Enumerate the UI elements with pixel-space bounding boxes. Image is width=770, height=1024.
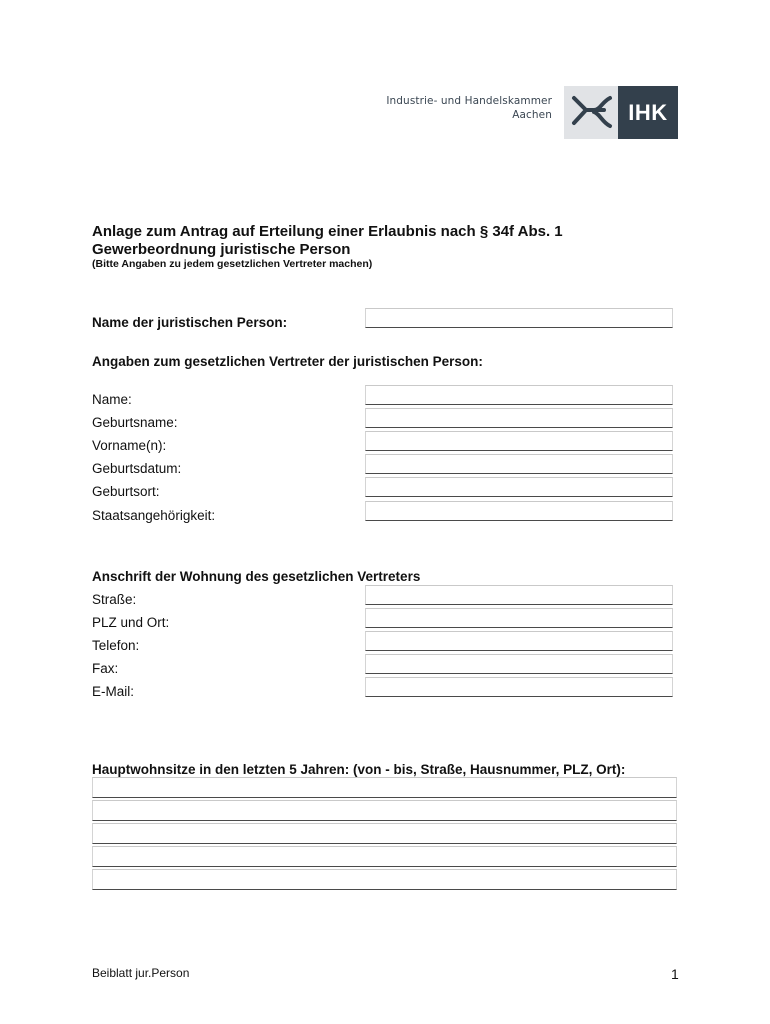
rep-nationality-label: Staatsangehörigkeit: — [92, 508, 216, 523]
rep-birthname-field[interactable] — [365, 408, 673, 428]
ihk-logo — [618, 86, 678, 139]
rep-birthplace-label: Geburtsort: — [92, 484, 160, 499]
rep-name-field[interactable] — [365, 385, 673, 405]
address-street-field[interactable] — [365, 585, 673, 605]
entity-name-field[interactable] — [365, 308, 673, 328]
address-email-field[interactable] — [365, 677, 673, 697]
ihk-logo-mark-icon — [564, 86, 618, 139]
residence-row-4[interactable] — [92, 846, 677, 867]
rep-birthdate-label: Geburtsdatum: — [92, 461, 182, 476]
footer-label: Beiblatt jur.Person — [92, 966, 190, 980]
residence-row-2[interactable] — [92, 800, 677, 821]
address-email-label: E-Mail: — [92, 684, 135, 699]
residence-row-5[interactable] — [92, 869, 677, 890]
address-zip-city-label: PLZ und Ort: — [92, 615, 170, 630]
organization-name-line1: Industrie- und Handelskammer — [386, 95, 552, 107]
rep-nationality-field[interactable] — [365, 501, 673, 521]
residences-heading: Hauptwohnsitze in den letzten 5 Jahren: (von - bis, Straße, Hausnummer, PLZ, Ort): — [92, 762, 626, 777]
entity-name-label: Name der juristischen Person: — [92, 315, 288, 330]
document-title: Anlage zum Antrag auf Erteilung einer Erlaubnis nach § 34f Abs. 1 Gewerbeordnung juristische Person — [92, 223, 563, 258]
address-phone-field[interactable] — [365, 631, 673, 651]
address-fax-label: Fax: — [92, 661, 119, 676]
address-phone-label: Telefon: — [92, 638, 140, 653]
rep-birthdate-field[interactable] — [365, 454, 673, 474]
organization-name — [386, 94, 552, 122]
residence-row-1[interactable] — [92, 777, 677, 798]
ihk-logo-text: IHK — [628, 99, 668, 125]
rep-firstname-label: Vorname(n): — [92, 438, 167, 453]
address-fax-field[interactable] — [365, 654, 673, 674]
address-heading: Anschrift der Wohnung des gesetzlichen Vertreters — [92, 569, 421, 584]
rep-firstname-field[interactable] — [365, 431, 673, 451]
residence-row-3[interactable] — [92, 823, 677, 844]
document-subtitle: (Bitte Angaben zu jedem gesetzlichen Vertreter machen) — [92, 258, 373, 270]
rep-name-label: Name: — [92, 392, 132, 407]
rep-birthplace-field[interactable] — [365, 477, 673, 497]
rep-birthname-label: Geburtsname: — [92, 415, 178, 430]
page-number: 1 — [671, 966, 679, 982]
address-zip-city-field[interactable] — [365, 608, 673, 628]
representative-heading: Angaben zum gesetzlichen Vertreter der juristischen Person: — [92, 354, 483, 369]
address-street-label: Straße: — [92, 592, 137, 607]
organization-name-line2: Aachen — [512, 109, 552, 121]
